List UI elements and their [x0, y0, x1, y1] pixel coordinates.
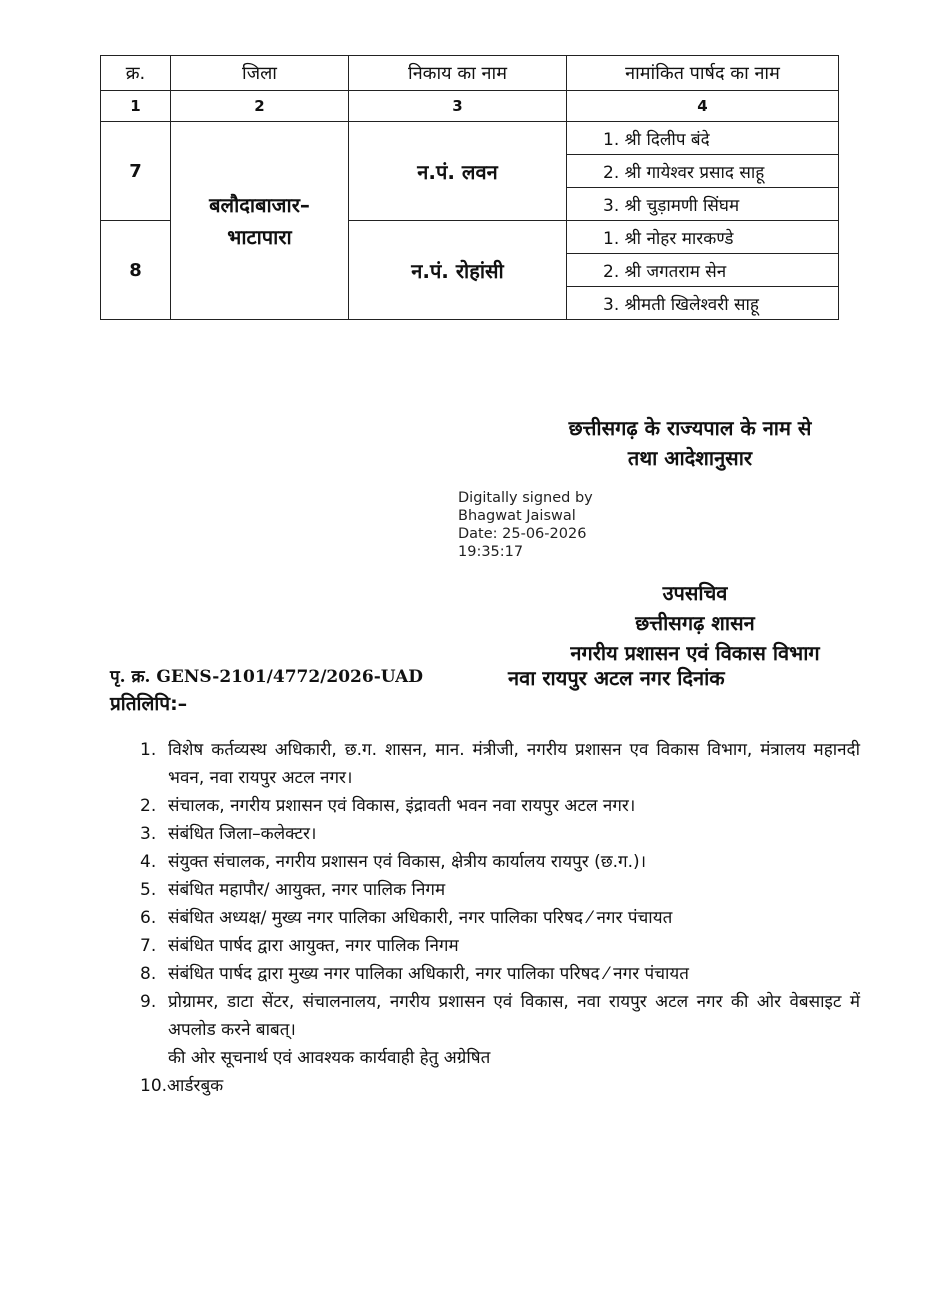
- list-text: संचालक, नगरीय प्रशासन एवं विकास, इंद्रावती भवन नवा रायपुर अटल नगर।: [168, 796, 636, 816]
- list-text: संबंधित पार्षद द्वारा मुख्य नगर पालिका अधिकारी, नगर पालिका परिषद ⁄ नगर पंचायत: [168, 964, 689, 984]
- header-member: नामांकित पार्षद का नाम: [567, 56, 839, 91]
- list-number: 2.: [140, 796, 157, 816]
- list-item: [140, 932, 860, 960]
- list-number: 7.: [140, 936, 157, 956]
- list-text: संबंधित महापौर/ आयुक्त, नगर पालिक निगम: [168, 880, 446, 900]
- list-item: [140, 960, 860, 988]
- signature-name: Bhagwat Jaiswal: [458, 508, 576, 524]
- list-text: संबंधित अध्यक्ष/ मुख्य नगर पालिका अधिकारी, नगर पालिका परिषद ⁄ नगर पंचायत: [168, 908, 673, 928]
- header-district: जिला: [171, 56, 349, 91]
- list-number: 4.: [140, 852, 157, 872]
- col-number: 3: [349, 91, 567, 122]
- list-item: [140, 848, 860, 876]
- reference-number: पृ. क्र. GENS-2101/4772/2026-UAD: [110, 667, 424, 687]
- member-name: 3. श्री चुड़ामणी सिंघम: [567, 188, 839, 221]
- digital-signature: [458, 489, 593, 561]
- row-sr: 8: [101, 221, 171, 320]
- district-name: बलौदाबाजार–भाटापारा: [209, 192, 310, 249]
- member-name: 2. श्री जगतराम सेन: [567, 254, 839, 287]
- list-text: प्रोग्रामर, डाटा सेंटर, संचालनालय, नगरीय प्रशासन एवं विकास, नवा रायपुर अटल नगर की ओर वेबसाइट में अपलोड करने बाबत्।: [168, 992, 860, 1040]
- list-number: 8.: [140, 964, 157, 984]
- list-number: 9.: [140, 992, 157, 1012]
- list-text: संबंधित पार्षद द्वारा आयुक्त, नगर पालिक निगम: [168, 936, 459, 956]
- list-text: विशेष कर्तव्यस्थ अधिकारी, छ.ग. शासन, मान. मंत्रीजी, नगरीय प्रशासन एव विकास विभाग, मंत्रालय महानदी भवन, नवा रायपुर अटल नगर।: [168, 740, 860, 788]
- copy-list: [140, 736, 860, 1100]
- list-item: [140, 988, 860, 1044]
- list-number: 1.: [140, 740, 157, 760]
- governor-order-line: [520, 413, 860, 473]
- member-name: 1. श्री दिलीप बंदे: [567, 122, 839, 155]
- list-text: संयुक्त संचालक, नगरीय प्रशासन एवं विकास, क्षेत्रीय कार्यालय रायपुर (छ.ग.)।: [168, 852, 647, 872]
- list-item: [140, 820, 860, 848]
- signature-time: 19:35:17: [458, 544, 524, 560]
- nominated-councillors-table: [100, 55, 839, 320]
- place-date: नवा रायपुर अटल नगर दिनांक: [508, 666, 725, 690]
- list-item: [140, 736, 860, 792]
- governor-line-1: छत्तीसगढ़ के राज्यपाल के नाम से: [568, 416, 812, 440]
- list-number: 3.: [140, 824, 157, 844]
- designation-dept: नगरीय प्रशासन एवं विकास विभाग: [570, 641, 820, 665]
- list-item: [140, 792, 860, 820]
- col-number: 1: [101, 91, 171, 122]
- list-text: आर्डरबुक: [167, 1076, 224, 1096]
- list-item: [140, 904, 860, 932]
- row-nikay: न.पं. रोहांसी: [349, 221, 567, 320]
- district-cell: [171, 122, 349, 320]
- member-name: 2. श्री गायेश्वर प्रसाद साहू: [567, 155, 839, 188]
- signature-date: Date: 25-06-2026: [458, 526, 587, 542]
- list-item: [140, 1072, 860, 1100]
- designation-title: उपसचिव: [662, 581, 728, 605]
- row-nikay: न.पं. लवन: [349, 122, 567, 221]
- list-item: [140, 876, 860, 904]
- member-name: 3. श्रीमती खिलेश्वरी साहू: [567, 287, 839, 320]
- table-row: [101, 122, 839, 155]
- list-text: की ओर सूचनार्थ एवं आवश्यक कार्यवाही हेतु अग्रेषित: [168, 1048, 491, 1068]
- header-nikay: निकाय का नाम: [349, 56, 567, 91]
- header-sr: क्र.: [101, 56, 171, 91]
- list-number: 5.: [140, 880, 157, 900]
- list-item: [140, 1044, 860, 1072]
- list-text: संबंधित जिला–कलेक्टर।: [168, 824, 317, 844]
- signature-line: Digitally signed by: [458, 490, 593, 506]
- list-number: 6.: [140, 908, 157, 928]
- designation-block: [525, 578, 865, 668]
- col-number: 2: [171, 91, 349, 122]
- row-sr: 7: [101, 122, 171, 221]
- table-header-row: [101, 56, 839, 91]
- designation-govt: छत्तीसगढ़ शासन: [635, 611, 755, 635]
- list-number: 10.: [140, 1076, 168, 1096]
- copy-to-heading: प्रतिलिपि:–: [110, 693, 188, 715]
- member-name: 1. श्री नोहर मारकण्डे: [567, 221, 839, 254]
- col-number: 4: [567, 91, 839, 122]
- column-number-row: [101, 91, 839, 122]
- governor-line-2: तथा आदेशानुसार: [627, 446, 753, 470]
